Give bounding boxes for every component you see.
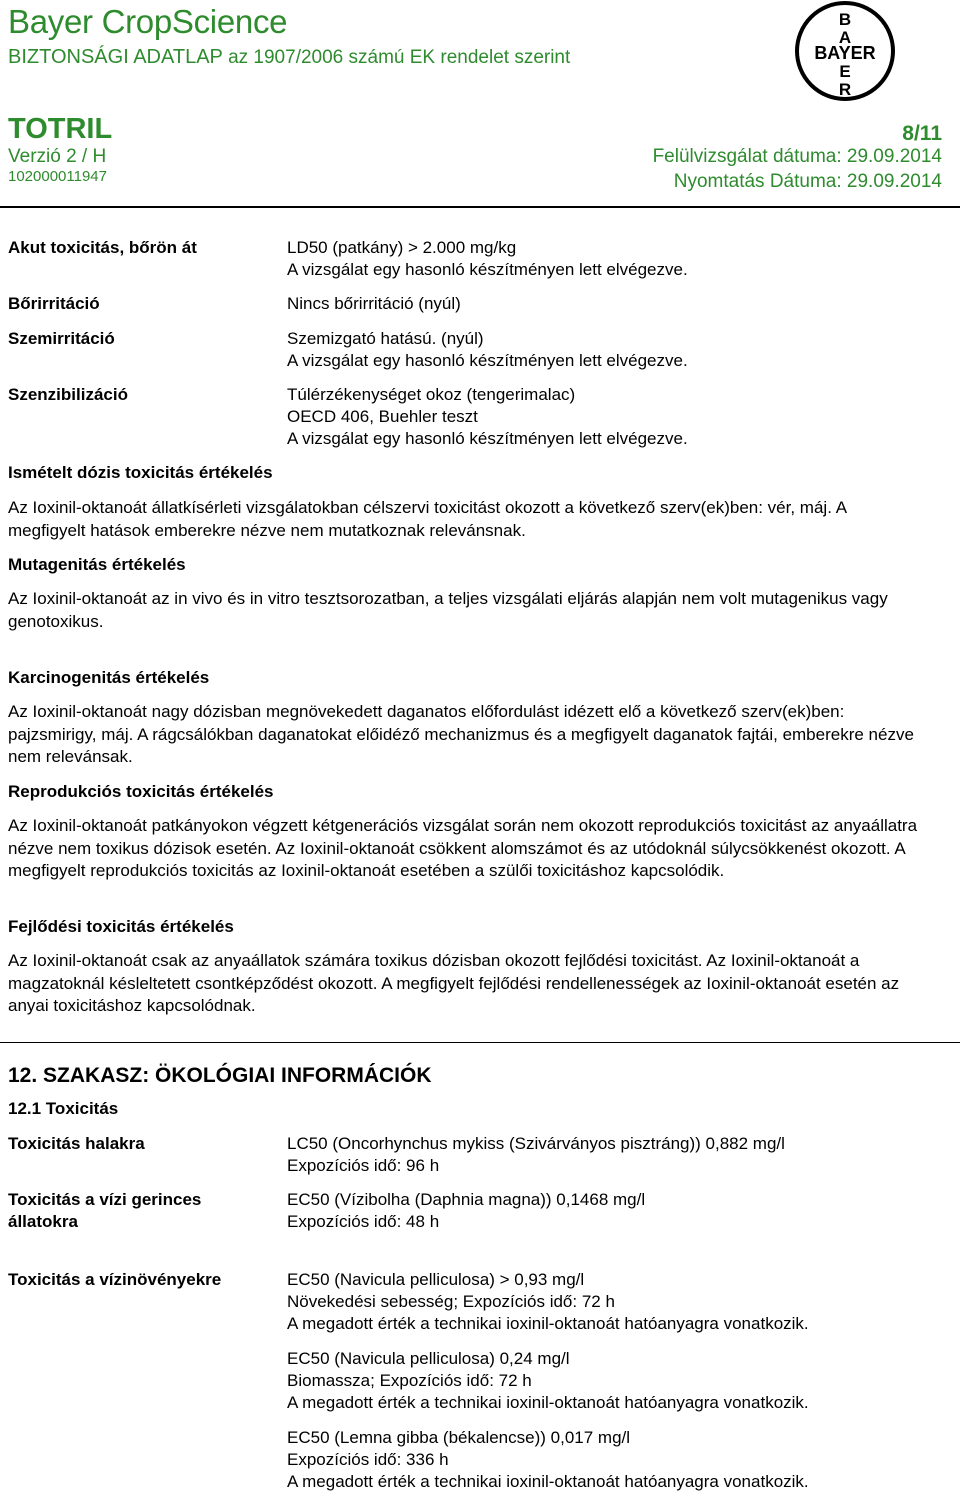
eco-value-line: A megadott érték a technikai ioxinil-oktanoát hatóanyagra vonatkozik. — [287, 1472, 809, 1491]
doc-type: BIZTONSÁGI ADATLAP — [8, 46, 223, 68]
eco-value-invertebrates — [287, 1189, 645, 1233]
logo-letter-b: B — [838, 10, 852, 29]
regulation: az 1907/2006 számú EK rendelet szerint — [228, 47, 571, 68]
eco-value-line: A megadott érték a technikai ioxinil-oktanoát hatóanyagra vonatkozik. — [287, 1314, 809, 1333]
eco-value-line: Expozíciós idő: 96 h — [287, 1156, 440, 1175]
document-id: 102000011947 — [8, 168, 107, 185]
section-12-title: 12. SZAKASZ: ÖKOLÓGIAI INFORMÁCIÓK — [8, 1064, 432, 1087]
logo-word-bayer: BAYER — [814, 43, 876, 63]
section-divider — [0, 1042, 960, 1043]
tox-value-eye — [287, 328, 688, 372]
logo-letter-a: A — [838, 28, 852, 47]
eco-value-line: Expozíciós idő: 48 h — [287, 1212, 440, 1231]
heading-repeated-dose: Ismételt dózis toxicitás értékelés — [8, 463, 273, 482]
bayer-cross-logo — [794, 0, 896, 102]
eco-value-line: EC50 (Vízibolha (Daphnia magna)) 0,1468 mg/l — [287, 1190, 646, 1209]
eco-value-line: EC50 (Navicula pelliculosa) 0,24 mg/l — [287, 1349, 570, 1368]
revision-date: Felülvizsgálat dátuma: 29.09.2014 — [652, 146, 942, 167]
tox-value-line: A vizsgálat egy hasonló készítményen lett elvégezve. — [287, 429, 688, 448]
heading-mutagenicity: Mutagenitás értékelés — [8, 555, 186, 574]
eco-value-line: LC50 (Oncorhynchus mykiss (Szivárványos pisztráng)) 0,882 mg/l — [287, 1134, 785, 1153]
tox-value-line: Szemizgató hatású. (nyúl) — [287, 329, 484, 348]
tox-value-sensitization — [287, 384, 688, 450]
header-divider — [0, 206, 960, 208]
logo-letter-e: E — [839, 62, 851, 81]
brand-name: Bayer CropScience — [8, 3, 288, 40]
text-repeated-dose: Az Ioxinil-oktanoát állatkísérleti vizsgálatokban célszervi toxicitást okozott a következő szerv(ek)ben: vér, máj. A megfigyelt hatások emberekre nézve nem mutatkoznak relevánsnak. — [8, 498, 847, 540]
eco-value-plants-2 — [287, 1348, 809, 1414]
tox-value-dermal — [287, 237, 688, 281]
heading-carcinogenicity: Karcinogenitás értékelés — [8, 668, 210, 687]
heading-reproductive: Reprodukciós toxicitás értékelés — [8, 782, 274, 801]
eco-value-line: Növekedési sebesség; Expozíciós idő: 72 h — [287, 1292, 615, 1311]
eco-label-fish: Toxicitás halakra — [8, 1134, 145, 1153]
heading-developmental: Fejlődési toxicitás értékelés — [8, 917, 234, 936]
eco-value-fish — [287, 1133, 785, 1177]
print-date: Nyomtatás Dátuma: 29.09.2014 — [673, 171, 942, 192]
tox-value-line: A vizsgálat egy hasonló készítményen lett elvégezve. — [287, 351, 688, 370]
logo-letter-r: R — [838, 80, 852, 99]
tox-label-dermal: Akut toxicitás, bőrön át — [8, 238, 197, 257]
eco-value-line: Expozíciós idő: 336 h — [287, 1450, 449, 1469]
text-carcinogenicity: Az Ioxinil-oktanoát nagy dózisban megnövekedett daganatos előfordulást idézett elő a következő szerv(ek)ben: pajzsmirigy, máj. A rágcsálókban daganatokat előidéző mechanizmus és a megfigyelt daganatok fajtái, emberekre nézve nem relevánsak. — [8, 702, 914, 766]
tox-value-line: LD50 (patkány) > 2.000 mg/kg — [287, 238, 517, 257]
text-developmental: Az Ioxinil-oktanoát csak az anyaállatok számára toxikus dózisban okozott fejlődési toxicitást. Az Ioxinil-oktanoát a magzatoknál késleltetett csontképződést okozott. A megfigyelt fejlődési rendellenességek az Ioxinil-oktanoát esetén az anyai toxicitáshoz kapcsolódnak. — [8, 951, 900, 1015]
page-number: 8/11 — [902, 122, 942, 145]
section-12-1-title: 12.1 Toxicitás — [8, 1099, 119, 1118]
eco-value-line: A megadott érték a technikai ioxinil-oktanoát hatóanyagra vonatkozik. — [287, 1393, 809, 1412]
tox-value-line: OECD 406, Buehler teszt — [287, 407, 478, 426]
tox-label-skin: Bőrirritáció — [8, 294, 100, 313]
eco-value-line: EC50 (Lemna gibba (békalencse)) 0,017 mg/l — [287, 1428, 631, 1447]
text-mutagenicity: Az Ioxinil-oktanoát az in vivo és in vitro tesztsorozatban, a teljes vizsgálati eljárás alapján nem volt mutagenikus vagy genotoxikus. — [8, 589, 888, 631]
eco-value-line: EC50 (Navicula pelliculosa) > 0,93 mg/l — [287, 1270, 585, 1289]
eco-value-line: Biomassza; Expozíciós idő: 72 h — [287, 1371, 532, 1390]
tox-value-skin — [287, 293, 461, 315]
eco-value-plants-3 — [287, 1427, 809, 1493]
tox-label-sensitization: Szenzibilizáció — [8, 385, 128, 404]
tox-label-eye: Szemirritáció — [8, 329, 115, 348]
eco-label-plants: Toxicitás a vízinövényekre — [8, 1270, 222, 1289]
text-reproductive: Az Ioxinil-oktanoát patkányokon végzett kétgenerációs vizsgálat során nem okozott reprodukciós toxicitást az anyaállatra nézve nem toxikus dózisok esetén. Az Ioxinil-oktanoát csökkent alomszámot és az utódoknál súlycsökkenést okozott. A megfigyelt reprodukciós toxicitás az Ioxinil-oktanoát esetében a szülői toxicitáshoz kapcsolódik. — [8, 816, 918, 880]
eco-label-invertebrates: Toxicitás a vízi gerinces állatokra — [8, 1190, 202, 1231]
product-name: TOTRIL — [8, 113, 113, 145]
tox-value-line: A vizsgálat egy hasonló készítményen lett elvégezve. — [287, 260, 688, 279]
tox-value-line: Nincs bőrirritáció (nyúl) — [287, 294, 461, 313]
version: Verzió 2 / H — [8, 146, 107, 167]
document-subtitle — [8, 44, 570, 71]
tox-value-line: Túlérzékenységet okoz (tengerimalac) — [287, 385, 576, 404]
eco-value-plants-1 — [287, 1269, 809, 1335]
